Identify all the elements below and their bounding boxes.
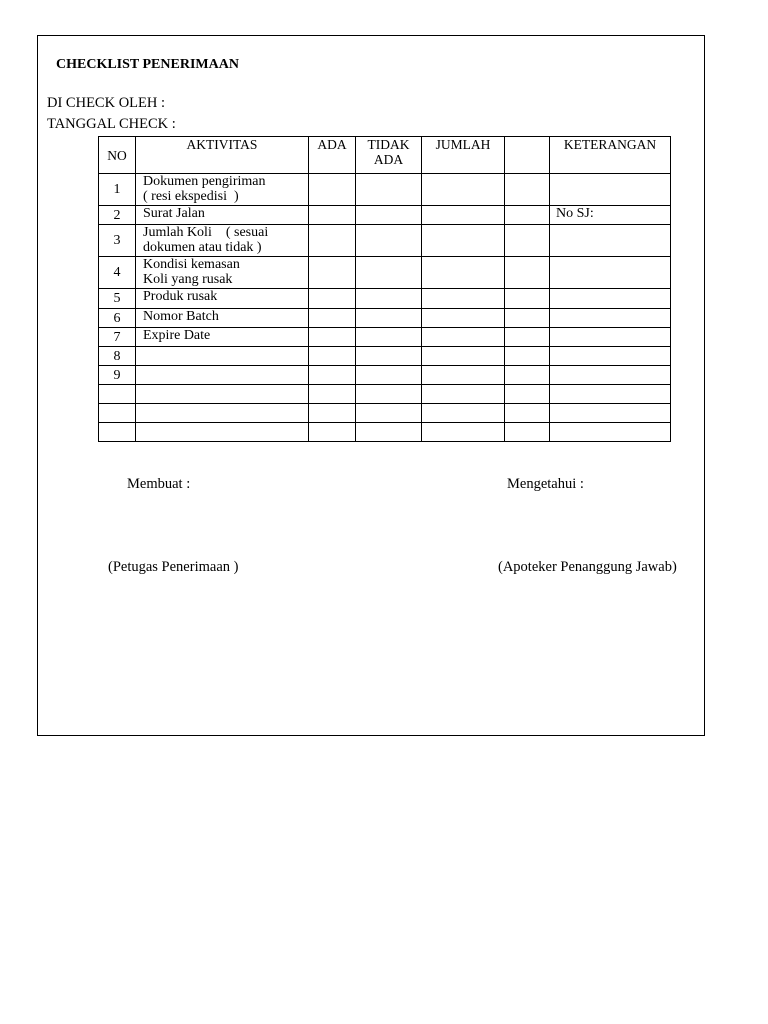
row-aktivitas: [136, 423, 309, 442]
table-row: [99, 289, 671, 309]
row-jumlah-cell[interactable]: [422, 366, 505, 385]
mengetahui-label: Mengetahui :: [507, 476, 584, 492]
row-aktivitas: [136, 366, 309, 385]
row-tidak-ada-cell[interactable]: [356, 309, 422, 328]
row-tidak-ada-cell[interactable]: [356, 289, 422, 309]
row-ada-cell[interactable]: [309, 328, 356, 347]
checklist-table: [98, 136, 671, 442]
row-keterangan[interactable]: [550, 174, 671, 206]
row-number: [99, 385, 136, 404]
row-keterangan[interactable]: [550, 385, 671, 404]
table-row: [99, 404, 671, 423]
row-blank-cell[interactable]: [505, 366, 550, 385]
header-no: NO: [99, 137, 136, 174]
row-keterangan[interactable]: [550, 423, 671, 442]
header-ada: ADA: [309, 137, 356, 174]
aktivitas-line2: ( resi ekspedisi ): [143, 189, 239, 204]
row-keterangan[interactable]: [550, 257, 671, 289]
row-jumlah-cell[interactable]: [422, 257, 505, 289]
row-blank-cell[interactable]: [505, 423, 550, 442]
row-tidak-ada-cell[interactable]: [356, 206, 422, 225]
row-ada-cell[interactable]: [309, 385, 356, 404]
row-number: 4: [99, 257, 136, 289]
row-aktivitas: [136, 289, 309, 309]
table-row: [99, 385, 671, 404]
petugas-penerimaan-label: (Petugas Penerimaan ): [108, 559, 239, 575]
header-tidak-ada-line2: ADA: [373, 152, 404, 167]
row-blank-cell[interactable]: [505, 289, 550, 309]
table-row: [99, 328, 671, 347]
row-tidak-ada-cell[interactable]: [356, 385, 422, 404]
row-tidak-ada-cell[interactable]: [356, 366, 422, 385]
aktivitas-line1: Nomor Batch: [143, 309, 219, 324]
apoteker-label: (Apoteker Penanggung Jawab): [498, 559, 677, 575]
row-keterangan[interactable]: [550, 225, 671, 257]
row-aktivitas: [136, 206, 309, 225]
table-row: [99, 225, 671, 257]
row-jumlah-cell[interactable]: [422, 289, 505, 309]
row-jumlah-cell[interactable]: [422, 174, 505, 206]
row-jumlah-cell[interactable]: [422, 328, 505, 347]
row-number: 9: [99, 366, 136, 385]
row-ada-cell[interactable]: [309, 174, 356, 206]
row-tidak-ada-cell[interactable]: [356, 257, 422, 289]
table-row: [99, 309, 671, 328]
row-aktivitas: [136, 385, 309, 404]
row-aktivitas: [136, 309, 309, 328]
header-tidak-ada-line1: TIDAK: [367, 137, 410, 152]
row-keterangan[interactable]: [550, 328, 671, 347]
row-tidak-ada-cell[interactable]: [356, 225, 422, 257]
row-aktivitas: [136, 328, 309, 347]
document-title: CHECKLIST PENERIMAAN: [56, 57, 239, 72]
row-number: 1: [99, 174, 136, 206]
row-jumlah-cell[interactable]: [422, 385, 505, 404]
row-ada-cell[interactable]: [309, 206, 356, 225]
row-number: [99, 404, 136, 423]
row-aktivitas: [136, 225, 309, 257]
aktivitas-line1: Produk rusak: [143, 289, 218, 304]
row-number: [99, 423, 136, 442]
table-row: [99, 206, 671, 225]
row-aktivitas: [136, 257, 309, 289]
row-aktivitas: [136, 404, 309, 423]
table-header-row: [99, 137, 671, 174]
row-aktivitas: [136, 347, 309, 366]
row-ada-cell[interactable]: [309, 347, 356, 366]
checked-by-label: DI CHECK OLEH :: [47, 95, 166, 111]
row-number: 8: [99, 347, 136, 366]
row-tidak-ada-cell[interactable]: [356, 404, 422, 423]
row-jumlah-cell[interactable]: [422, 404, 505, 423]
row-blank-cell[interactable]: [505, 309, 550, 328]
row-ada-cell[interactable]: [309, 366, 356, 385]
row-keterangan[interactable]: [550, 309, 671, 328]
row-tidak-ada-cell[interactable]: [356, 423, 422, 442]
row-keterangan[interactable]: [550, 366, 671, 385]
row-jumlah-cell[interactable]: [422, 206, 505, 225]
row-blank-cell[interactable]: [505, 225, 550, 257]
aktivitas-line1: Jumlah Koli ( sesuai: [143, 225, 269, 240]
row-jumlah-cell[interactable]: [422, 309, 505, 328]
row-number: 3: [99, 225, 136, 257]
row-jumlah-cell[interactable]: [422, 423, 505, 442]
row-keterangan[interactable]: [550, 347, 671, 366]
row-ada-cell[interactable]: [309, 309, 356, 328]
table-row: [99, 257, 671, 289]
row-tidak-ada-cell[interactable]: [356, 328, 422, 347]
header-jumlah: JUMLAH: [422, 137, 505, 174]
row-number: 5: [99, 289, 136, 309]
check-date-label: TANGGAL CHECK :: [47, 116, 176, 132]
table-row: [99, 366, 671, 385]
row-ada-cell[interactable]: [309, 225, 356, 257]
aktivitas-line2: Koli yang rusak: [143, 272, 233, 287]
row-blank-cell[interactable]: [505, 385, 550, 404]
row-aktivitas: [136, 174, 309, 206]
header-keterangan: KETERANGAN: [550, 137, 671, 174]
row-blank-cell[interactable]: [505, 174, 550, 206]
row-tidak-ada-cell[interactable]: [356, 347, 422, 366]
row-jumlah-cell[interactable]: [422, 347, 505, 366]
row-number: 6: [99, 309, 136, 328]
row-number: 2: [99, 206, 136, 225]
row-keterangan[interactable]: [550, 289, 671, 309]
table-row: [99, 347, 671, 366]
table-row: [99, 423, 671, 442]
row-keterangan[interactable]: No SJ:: [550, 206, 671, 225]
row-ada-cell[interactable]: [309, 423, 356, 442]
header-aktivitas: AKTIVITAS: [136, 137, 309, 174]
row-ada-cell[interactable]: [309, 289, 356, 309]
header-blank: [505, 137, 550, 174]
aktivitas-line1: Expire Date: [143, 328, 211, 343]
aktivitas-line1: Dokumen pengiriman: [143, 174, 266, 189]
header-tidak-ada: [356, 137, 422, 174]
row-blank-cell[interactable]: [505, 206, 550, 225]
aktivitas-line1: Surat Jalan: [143, 206, 205, 221]
aktivitas-line1: Kondisi kemasan: [143, 257, 240, 272]
membuat-label: Membuat :: [127, 476, 191, 492]
row-ada-cell[interactable]: [309, 257, 356, 289]
row-keterangan[interactable]: [550, 404, 671, 423]
row-number: 7: [99, 328, 136, 347]
row-blank-cell[interactable]: [505, 404, 550, 423]
row-tidak-ada-cell[interactable]: [356, 174, 422, 206]
row-jumlah-cell[interactable]: [422, 225, 505, 257]
row-ada-cell[interactable]: [309, 404, 356, 423]
row-blank-cell[interactable]: [505, 347, 550, 366]
row-blank-cell[interactable]: [505, 257, 550, 289]
aktivitas-line2: dokumen atau tidak ): [143, 240, 262, 255]
row-blank-cell[interactable]: [505, 328, 550, 347]
table-row: [99, 174, 671, 206]
